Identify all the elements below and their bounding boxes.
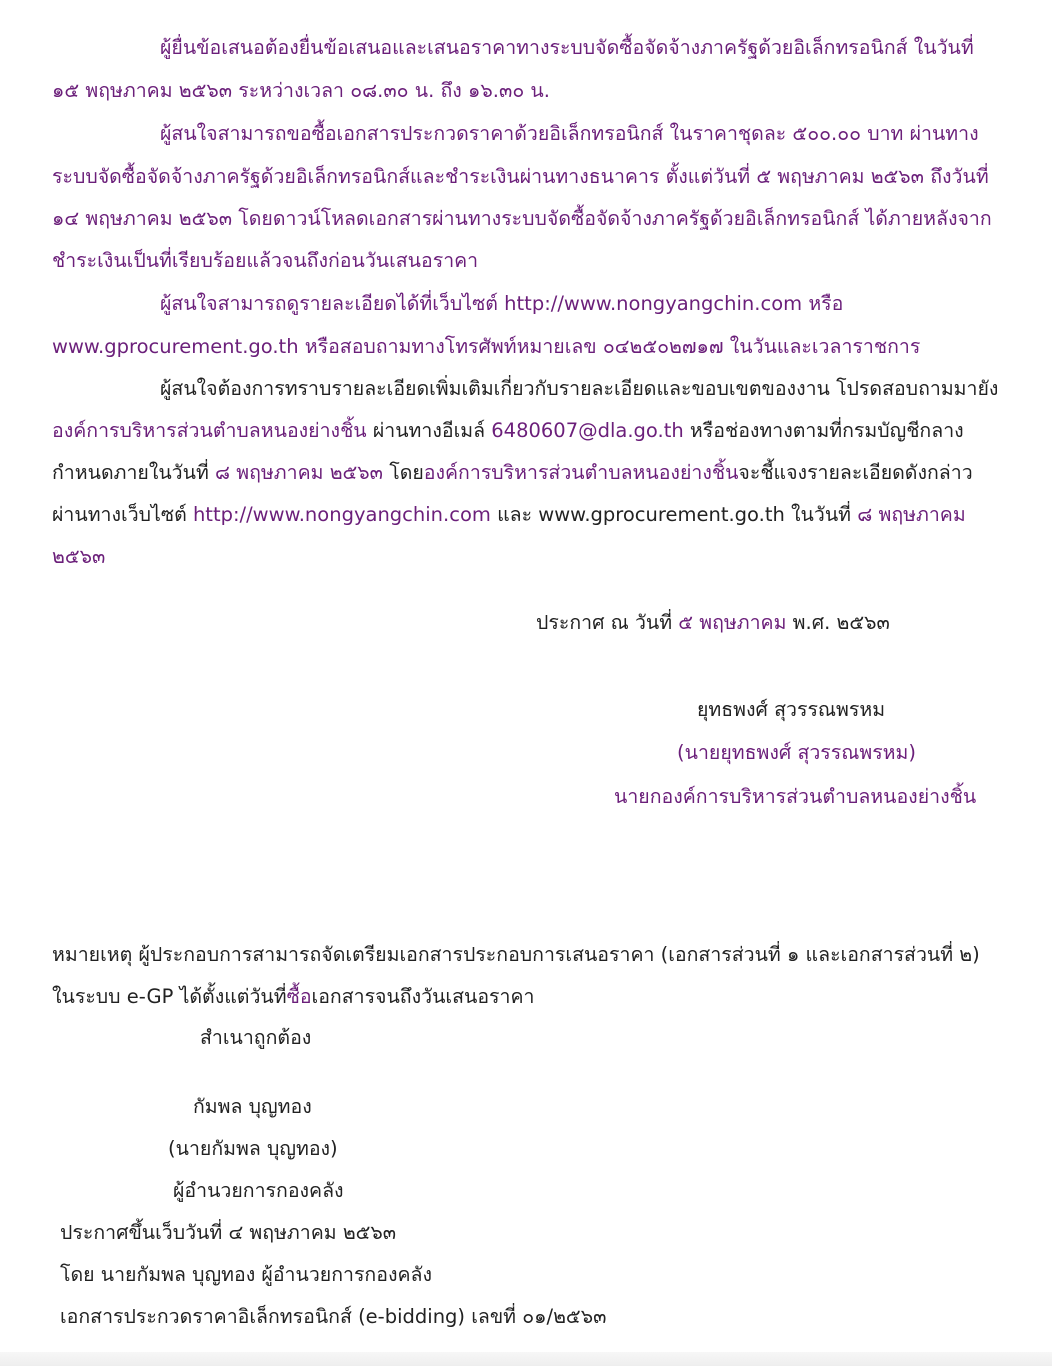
para4-l3-c: จะชี้แจงรายละเอียดดังกล่าว: [738, 461, 973, 484]
para4-tail: หรือช่องทางตามที่กรมบัญชีกลาง: [683, 419, 964, 442]
para3-tail: หรือ: [802, 292, 844, 315]
note-l2-a: ในระบบ e-GP ได้ตั้งแต่วันที่: [52, 985, 287, 1008]
signer-full-name: (นายยุทธพงศ์ สุวรรณพรหม): [677, 741, 916, 764]
para3-line2: www.gprocurement.go.th หรือสอบถามทางโทรศัพท์หมายเลข ๐๔๒๕๐๒๗๑๗ ในวันและเวลาราชการ: [52, 335, 921, 358]
signer-position: นายกองค์การบริหารส่วนตำบลหนองย่างชิ้น: [614, 785, 977, 808]
publish-date: ๘ พฤษภาคม: [857, 503, 966, 526]
para2-line3: ๑๔ พฤษภาคม ๒๕๖๓ โดยดาวน์โหลดเอกสารผ่านทางระบบจัดซื้อจัดจ้างภาครัฐด้วยอิเล็กทรอนิกส์ ได้ภายหลังจาก: [52, 207, 992, 230]
para2-line2: ระบบจัดซื้อจัดจ้างภาครัฐด้วยอิเล็กทรอนิกส์และชำระเงินผ่านทางธนาคาร ตั้งแต่วันที่ ๕ พฤษภาคม ๒๕๖๓ ถึงวันที่: [52, 165, 989, 188]
announce-date: [536, 609, 890, 637]
para2-line4: ชำระเงินเป็นที่เรียบร้อยแล้วจนถึงก่อนวันเสนอราคา: [52, 249, 479, 272]
website-link-2[interactable]: http://www.nongyangchin.com: [192, 503, 491, 526]
para3-line1: [160, 290, 843, 318]
page-bottom-edge: [0, 1352, 1052, 1366]
para2-line1: ผู้สนใจสามารถขอซื้อเอกสารประกวดราคาด้วยอิเล็กทรอนิกส์ ในราคาชุดละ ๕๐๐.๐๐ บาท ผ่านทาง: [160, 122, 979, 145]
certified-name: กัมพล บุญทอง: [193, 1095, 312, 1118]
signer-name: ยุทธพงศ์ สุวรรณพรหม: [697, 698, 886, 721]
para4-l3-a: กำหนดภายในวันที่: [52, 461, 216, 484]
para4-l4-a: ผ่านทางเว็บไซต์: [52, 503, 193, 526]
note-line2: [52, 983, 534, 1011]
para4-l4-b: และ www.gprocurement.go.th ในวันที่: [490, 503, 858, 526]
para4-line2: [52, 417, 964, 445]
note-l2-c: เอกสารจนถึงวันเสนอราคา: [311, 985, 535, 1008]
posting-line3: เอกสารประกวดราคาอิเล็กทรอนิกส์ (e-bidding) เลขที่ ๐๑/๒๕๖๓: [60, 1305, 607, 1328]
posting-line1: ประกาศขึ้นเว็บวันที่ ๔ พฤษภาคม ๒๕๖๓: [60, 1221, 397, 1244]
clarify-date: ๘ พฤษภาคม ๒๕๖๓: [215, 461, 384, 484]
org-name-2: องค์การบริหารส่วนตำบลหนองย่างชิ้น: [423, 461, 739, 484]
note-line1: หมายเหตุ ผู้ประกอบการสามารถจัดเตรียมเอกสารประกอบการเสนอราคา (เอกสารส่วนที่ ๑ และเอกสารส่วนที่ ๒): [52, 943, 980, 966]
para4-l3-b: โดย: [383, 461, 424, 484]
certified-label: สำเนาถูกต้อง: [200, 1026, 312, 1049]
para3-text: ผู้สนใจสามารถดูรายละเอียดได้ที่เว็บไซต์: [160, 292, 505, 315]
para4-line5: ๒๕๖๓: [52, 545, 106, 568]
announce-day: ๕ พฤษภาคม: [678, 611, 787, 634]
para4-line1: ผู้สนใจต้องการทราบรายละเอียดเพิ่มเติมเกี่ยวกับรายละเอียดและขอบเขตของงาน โปรดสอบถามมายัง: [160, 377, 999, 400]
posting-line2: โดย นายกัมพล บุญทอง ผู้อำนวยการกองคลัง: [60, 1263, 432, 1286]
note-l2-b: ซื้อ: [286, 985, 312, 1008]
certified-position: ผู้อำนวยการกองคลัง: [173, 1179, 344, 1202]
para1-line1: ผู้ยื่นข้อเสนอต้องยื่นข้อเสนอและเสนอราคาทางระบบจัดซื้อจัดจ้างภาครัฐด้วยอิเล็กทรอนิกส์ ในวันที่: [160, 36, 974, 59]
email-link[interactable]: 6480607@dla.go.th: [491, 419, 684, 442]
para4-line4: [52, 501, 966, 529]
announce-suffix: พ.ศ. ๒๕๖๓: [786, 611, 890, 634]
website-link[interactable]: http://www.nongyangchin.com: [504, 292, 803, 315]
org-name: องค์การบริหารส่วนตำบลหนองย่างชิ้น: [52, 419, 367, 442]
para1-line2: ๑๕ พฤษภาคม ๒๕๖๓ ระหว่างเวลา ๐๘.๓๐ น. ถึง ๑๖.๓๐ น.: [52, 79, 550, 102]
certified-full-name: (นายกัมพล บุญทอง): [168, 1137, 338, 1160]
para4-mid: ผ่านทางอีเมล์: [366, 419, 492, 442]
para4-line3: [52, 459, 973, 487]
announce-prefix: ประกาศ ณ วันที่: [536, 611, 679, 634]
